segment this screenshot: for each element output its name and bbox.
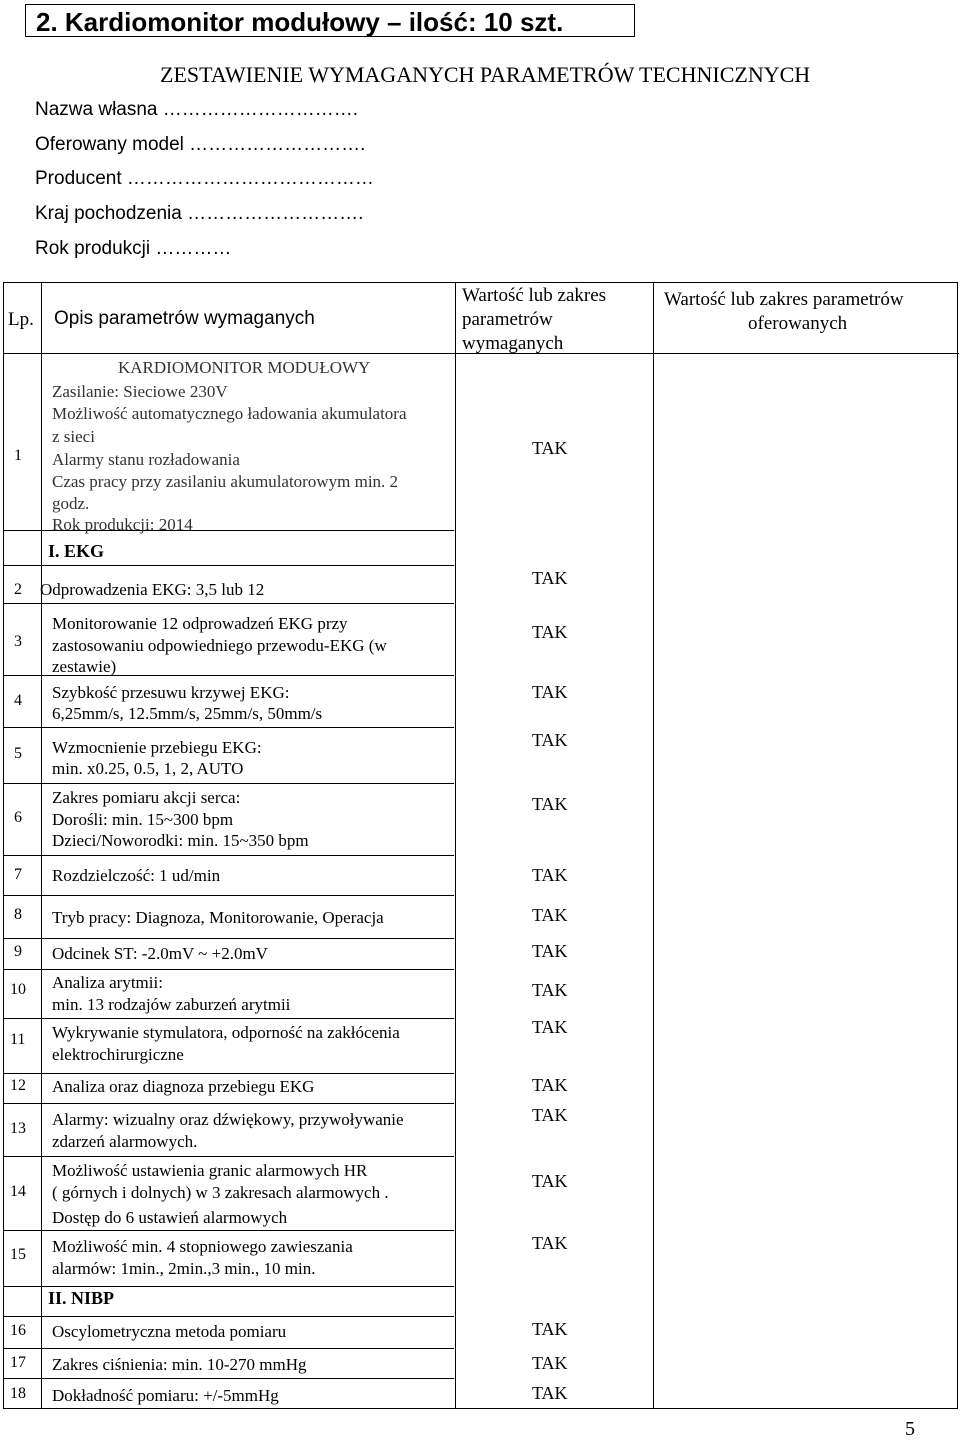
row-text-line: Monitorowanie 12 odprowadzeń EKG przy xyxy=(52,614,348,633)
row-number: 8 xyxy=(14,906,22,923)
row-text-line: 6,25mm/s, 12.5mm/s, 25mm/s, 50mm/s xyxy=(52,704,323,723)
row-number: 18 xyxy=(10,1385,26,1402)
row-text-line: Możliwość min. 4 stopniowego zawieszania xyxy=(52,1237,353,1256)
row-number: 11 xyxy=(10,1031,26,1048)
table-column-divider xyxy=(455,283,456,1409)
row-value: TAK xyxy=(532,438,568,458)
row-text-line: zastosowaniu odpowiedniego przewodu-EKG (w xyxy=(52,636,387,655)
table-row-divider xyxy=(4,1316,454,1317)
row-text-line: Rozdzielczość: 1 ud/min xyxy=(52,866,221,885)
header-wymagane-line2: parametrów xyxy=(462,309,553,330)
row-text-line: Wzmocnienie przebiegu EKG: xyxy=(52,738,262,757)
row-text-line: Analiza oraz diagnoza przebiegu EKG xyxy=(52,1077,315,1096)
meta-kraj-pochodzenia: Kraj pochodzenia ………………………. xyxy=(35,203,364,224)
row-number: 16 xyxy=(10,1322,26,1339)
meta-rok-produkcji: Rok produkcji ………… xyxy=(35,238,232,259)
row-text-line: Wykrywanie stymulatora, odporność na zakłócenia xyxy=(52,1023,400,1042)
row-number: 3 xyxy=(14,633,22,650)
row-text-line: Czas pracy przy zasilaniu akumulatorowym min. 2 xyxy=(52,472,399,491)
row-text-line: ( górnych i dolnych) w 3 zakresach alarmowych . xyxy=(52,1183,389,1202)
table-row-divider xyxy=(4,969,454,970)
row-value: TAK xyxy=(532,794,568,814)
row-text-line: alarmów: 1min., 2min.,3 min., 10 min. xyxy=(52,1259,316,1278)
row-value: TAK xyxy=(532,568,568,588)
row-value: TAK xyxy=(532,941,568,961)
row-text-line: Możliwość automatycznego ładowania akumulatora xyxy=(52,404,407,423)
header-wymagane-line1: Wartość lub zakres xyxy=(462,285,607,306)
row-value: TAK xyxy=(532,905,568,925)
row-text-line: min. x0.25, 0.5, 1, 2, AUTO xyxy=(52,759,244,778)
header-lp: Lp. xyxy=(8,309,34,330)
row-text-line: KARDIOMONITOR MODUŁOWY xyxy=(118,358,371,377)
row-number: 14 xyxy=(10,1183,26,1200)
section-ekg: I. EKG xyxy=(48,541,105,561)
row-text-line: Zakres ciśnienia: min. 10-270 mmHg xyxy=(52,1355,307,1374)
title-box xyxy=(25,4,635,37)
row-text-line: Oscylometryczna metoda pomiaru xyxy=(52,1322,287,1341)
meta-oferowany-model: Oferowany model ………………………. xyxy=(35,134,366,155)
row-text-line: Odcinek ST: -2.0mV ~ +2.0mV xyxy=(52,944,268,963)
row-value: TAK xyxy=(532,1017,568,1037)
row-text-line: min. 13 rodzajów zaburzeń arytmii xyxy=(52,995,291,1014)
table-row-divider xyxy=(4,1230,454,1231)
row-value: TAK xyxy=(532,1353,568,1373)
meta-nazwa-wlasna: Nazwa własna …………………………. xyxy=(35,99,359,120)
table-row-divider xyxy=(4,565,454,566)
table-row-divider xyxy=(4,1286,454,1287)
row-value: TAK xyxy=(532,1171,568,1191)
row-text-line: Alarmy stanu rozładowania xyxy=(52,450,240,469)
row-value: TAK xyxy=(532,1075,568,1095)
document-title: 2. Kardiomonitor modułowy – ilość: 10 szt. xyxy=(36,7,564,37)
row-text-line: Zakres pomiaru akcji serca: xyxy=(52,788,241,807)
row-number: 9 xyxy=(14,943,22,960)
row-value: TAK xyxy=(532,622,568,642)
row-text-line: Rok produkcji: 2014 xyxy=(52,515,193,534)
table-column-divider xyxy=(653,283,654,1409)
table-row-divider xyxy=(4,1348,454,1349)
row-value: TAK xyxy=(532,1383,568,1403)
header-opis: Opis parametrów wymaganych xyxy=(54,308,315,329)
row-value: TAK xyxy=(532,865,568,885)
row-text-line: z sieci xyxy=(52,427,95,446)
table-row-divider xyxy=(4,783,454,784)
row-text-line: Dostęp do 6 ustawień alarmowych xyxy=(52,1208,288,1227)
row-number: 17 xyxy=(10,1354,26,1371)
row-text-line: Możliwość ustawienia granic alarmowych HR xyxy=(52,1161,368,1180)
row-number: 6 xyxy=(14,809,22,826)
row-value: TAK xyxy=(532,1319,568,1339)
header-oferowane-line1: Wartość lub zakres parametrów xyxy=(664,289,904,310)
row-number: 12 xyxy=(10,1077,26,1094)
header-oferowane-line2: oferowanych xyxy=(748,313,848,334)
row-text-line: Dokładność pomiaru: +/-5mmHg xyxy=(52,1386,279,1405)
row-number: 5 xyxy=(14,745,22,762)
row-number: 1 xyxy=(14,447,22,464)
row-value: TAK xyxy=(532,730,568,750)
table-row-divider xyxy=(4,855,454,856)
meta-producent: Producent ………………………………… xyxy=(35,168,374,189)
table-row-divider xyxy=(4,1018,454,1019)
row-number: 15 xyxy=(10,1246,26,1263)
row-number: 4 xyxy=(14,692,22,709)
row-value: TAK xyxy=(532,980,568,1000)
row-text-line: godz. xyxy=(52,494,90,513)
table-row-divider xyxy=(4,895,454,896)
row-number: 7 xyxy=(14,866,22,883)
row-text-line: Tryb pracy: Diagnoza, Monitorowanie, Operacja xyxy=(52,908,384,927)
table-row-divider xyxy=(4,938,454,939)
row-number: 2 xyxy=(14,581,22,598)
row-value: TAK xyxy=(532,1105,568,1125)
row-text-line: Zasilanie: Sieciowe 230V xyxy=(52,382,228,401)
row-text-line: Szybkość przesuwu krzywej EKG: xyxy=(52,683,290,702)
row-value: TAK xyxy=(532,682,568,702)
table-row-divider xyxy=(4,603,454,604)
row-number: 10 xyxy=(10,981,26,998)
table-row-divider xyxy=(4,1156,454,1157)
row-text-line: elektrochirurgiczne xyxy=(52,1045,184,1064)
row-number: 13 xyxy=(10,1120,26,1137)
table-column-divider xyxy=(41,283,42,1409)
row-value: TAK xyxy=(532,1233,568,1253)
row-text-line: Odprowadzenia EKG: 3,5 lub 12 xyxy=(40,580,265,599)
row-text-line: Dzieci/Noworodki: min. 15~350 bpm xyxy=(52,831,309,850)
section-nibp: II. NIBP xyxy=(48,1288,115,1308)
table-row-divider xyxy=(4,1103,454,1104)
table-row-divider xyxy=(4,1378,454,1379)
row-text-line: Alarmy: wizualny oraz dźwiękowy, przywoływanie xyxy=(52,1110,404,1129)
header-wymagane-line3: wymaganych xyxy=(462,333,564,354)
table-row-divider xyxy=(4,1073,454,1074)
section-heading: ZESTAWIENIE WYMAGANYCH PARAMETRÓW TECHNICZNYCH xyxy=(160,62,811,87)
row-text-line: Analiza arytmii: xyxy=(52,973,163,992)
row-text-line: zestawie) xyxy=(52,657,117,676)
page-number: 5 xyxy=(905,1418,915,1440)
row-text-line: Dorośli: min. 15~300 bpm xyxy=(52,810,234,829)
row-text-line: zdarzeń alarmowych. xyxy=(52,1132,198,1151)
table-row-divider xyxy=(4,727,454,728)
